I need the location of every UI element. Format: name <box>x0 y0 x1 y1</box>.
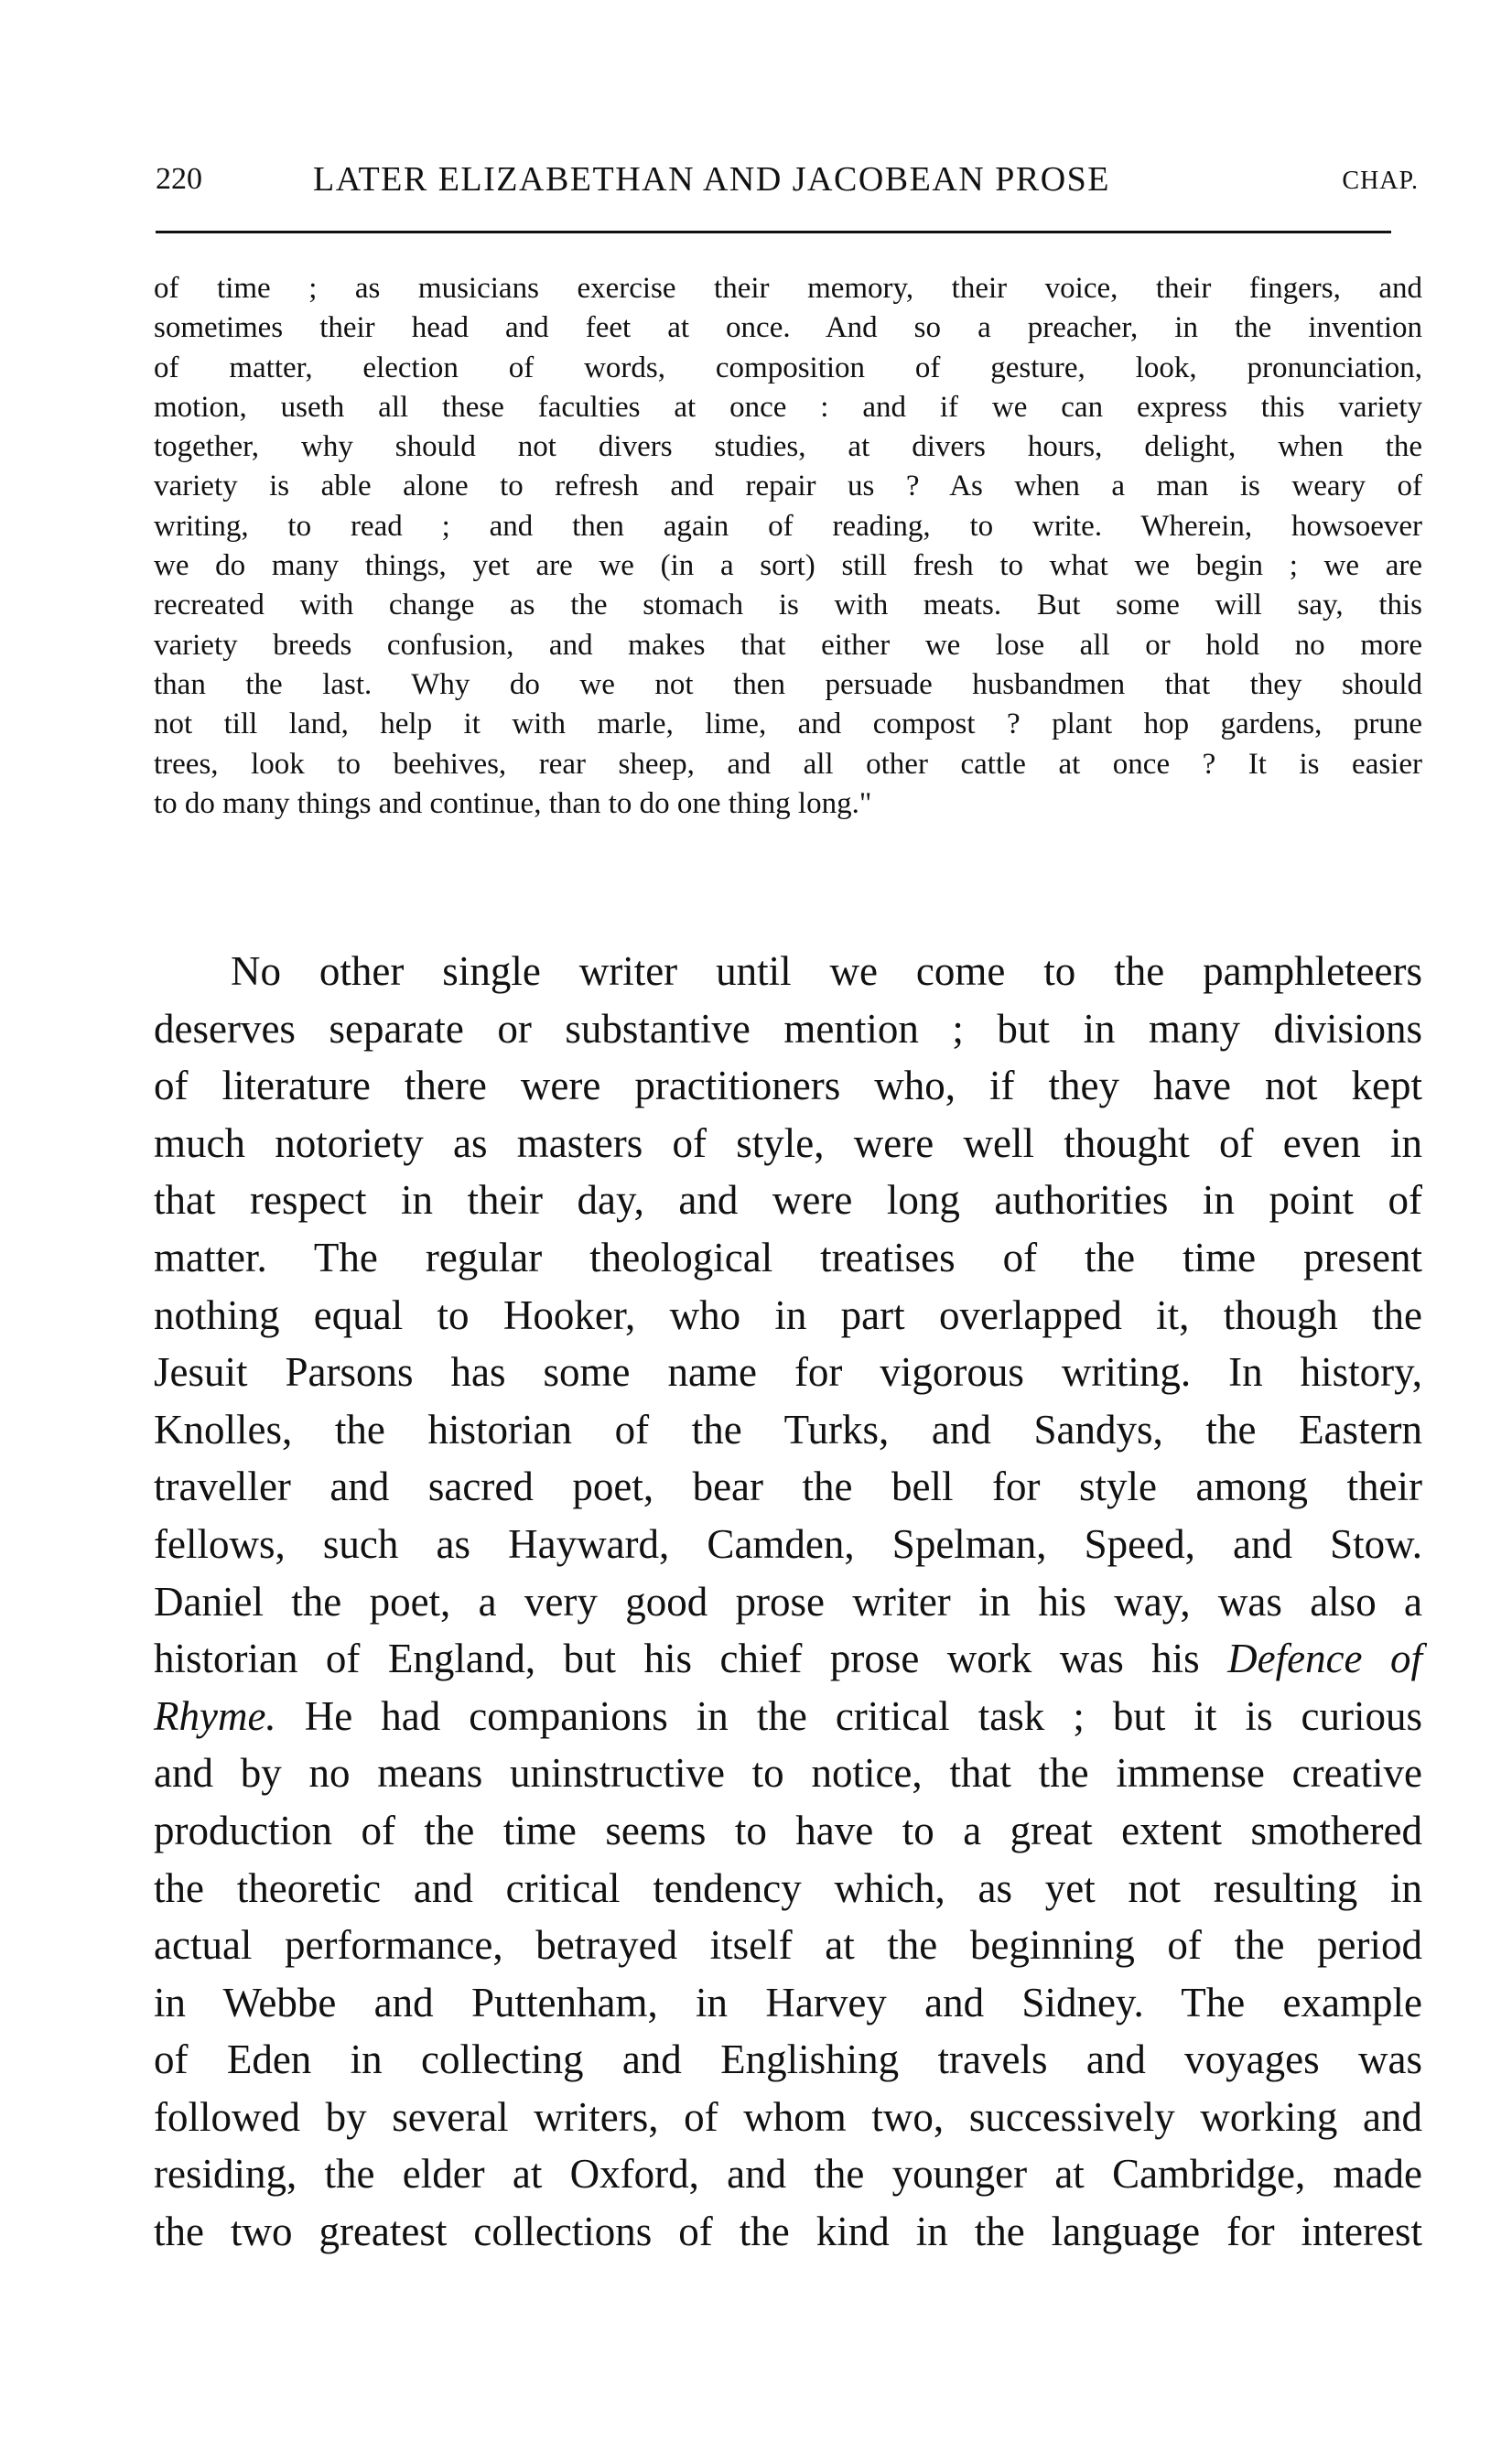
quoted-passage <box>154 269 1422 824</box>
quote-line: to do many things and continue, than to do one thing long." <box>154 786 872 820</box>
body-line: actual performance, betrayed itself at the beginning of the period <box>154 1922 1422 1969</box>
body-line: that respect in their day, and were long authorities in point of <box>154 1177 1422 1224</box>
page-number: 220 <box>156 162 202 196</box>
chapter-label: CHAP. <box>1342 167 1419 195</box>
body-line: production of the time seems to have to a great extent smothered <box>154 1807 1422 1853</box>
body-line: Knolles, the historian of the Turks, and Sandys, the Eastern <box>154 1406 1422 1453</box>
running-head <box>156 157 1419 201</box>
quote-line: variety breeds confusion, and makes that either we lose all or hold no more <box>154 628 1422 662</box>
body-line <box>154 1688 1422 1745</box>
body-line: in Webbe and Puttenham, in Harvey and Sidney. The example <box>154 1979 1422 2025</box>
quote-line: sometimes their head and feet at once. And so a preacher, in the invention <box>154 311 1422 345</box>
quote-line: of matter, election of words, composition of gesture, look, pronunciation, <box>154 351 1422 384</box>
body-line: residing, the elder at Oxford, and the younger at Cambridge, made <box>154 2151 1422 2198</box>
header-rule <box>156 231 1391 233</box>
body-paragraph <box>154 943 1422 2261</box>
quote-line: of time ; as musicians exercise their memory, their voice, their fingers, and <box>154 272 1422 305</box>
body-line: and by no means uninstructive to notice, that the immense creative <box>154 1750 1422 1797</box>
quote-line: recreated with change as the stomach is with meats. But some will say, this <box>154 589 1422 622</box>
quote-line: motion, useth all these faculties at once : and if we can express this variety <box>154 390 1422 424</box>
body-line: followed by several writers, of whom two, successively working and <box>154 2093 1422 2140</box>
quote-line: variety is able alone to refresh and repair us ? As when a man is weary of <box>154 470 1422 503</box>
quote-line: not till land, help it with marle, lime, and compost ? plant hop gardens, prune <box>154 708 1422 741</box>
quote-line: we do many things, yet are we (in a sort) still fresh to what we begin ; we are <box>154 549 1422 583</box>
body-line: of literature there were practitioners who, if they have not kept <box>154 1063 1422 1109</box>
body-line: of Eden in collecting and Englishing travels and voyages was <box>154 2036 1422 2083</box>
book-title-italic: Rhyme. <box>154 1692 276 1739</box>
body-line: the theoretic and critical tendency which, as yet not resulting in <box>154 1864 1422 1911</box>
body-line-text: He had companions in the critical task ; but it is curious <box>275 1692 1422 1739</box>
quote-line: trees, look to beehives, rear sheep, and all other cattle at once ? It is easier <box>154 747 1422 781</box>
body-line <box>154 1630 1422 1688</box>
body-line: the two greatest collections of the kind in the language for interest <box>154 2209 1422 2255</box>
body-line-text: historian of England, but his chief prose work was his <box>154 1636 1228 1682</box>
book-title-italic: Defence of <box>1227 1636 1422 1682</box>
body-line: matter. The regular theological treatises of the time present <box>154 1234 1422 1280</box>
body-line: much notoriety as masters of style, were well thought of even in <box>154 1119 1422 1166</box>
quote-line: than the last. Why do we not then persuade husbandmen that they should <box>154 667 1422 701</box>
body-line: Jesuit Parsons has some name for vigorous writing. In history, <box>154 1349 1422 1396</box>
quote-line: together, why should not divers studies, at divers hours, delight, when the <box>154 430 1422 464</box>
body-line: Daniel the poet, a very good prose writer in his way, was also a <box>154 1578 1422 1625</box>
body-line: fellows, such as Hayward, Camden, Spelman, Speed, and Stow. <box>154 1520 1422 1567</box>
running-title: LATER ELIZABETHAN AND JACOBEAN PROSE <box>313 160 1110 199</box>
quote-line: writing, to read ; and then again of reading, to write. Wherein, howsoever <box>154 509 1422 543</box>
body-line: deserves separate or substantive mention ; but in many divisions <box>154 1005 1422 1052</box>
body-line: No other single writer until we come to the pamphleteers <box>231 948 1422 994</box>
body-line: nothing equal to Hooker, who in part overlapped it, though the <box>154 1291 1422 1338</box>
body-line: traveller and sacred poet, bear the bell for style among their <box>154 1464 1422 1510</box>
